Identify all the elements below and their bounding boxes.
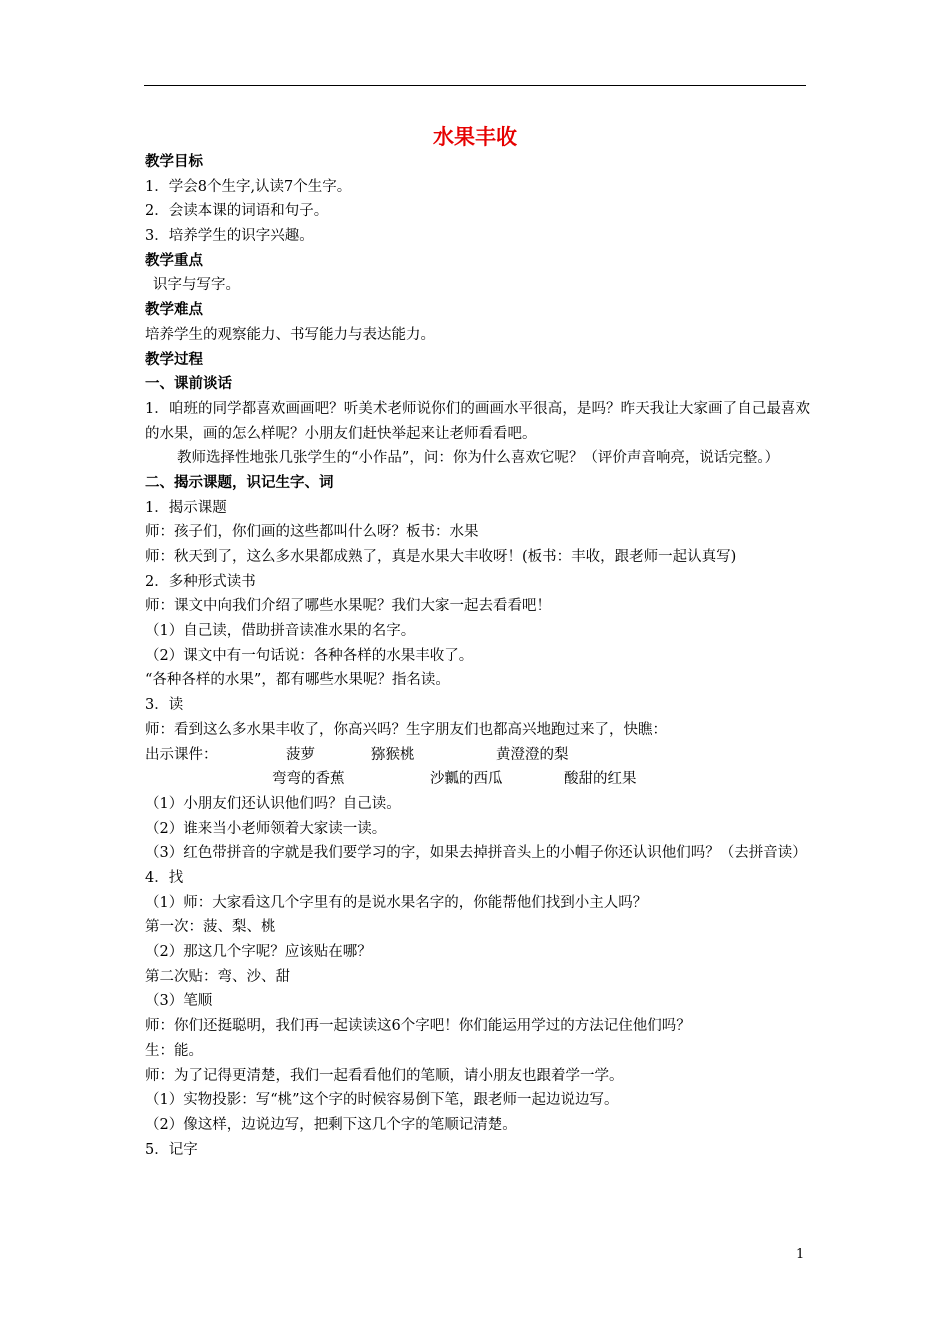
page-number: 1	[796, 1247, 805, 1262]
paragraph: （3）笔顺	[145, 993, 213, 1010]
paragraph: 师：看到这么多水果丰收了，你高兴吗？生字朋友们也都高兴地跑过来了，快瞧：	[145, 721, 667, 738]
heading-process: 教学过程	[145, 350, 203, 368]
paragraph: 教师选择性地张几张学生的“小作品”，问：你为什么喜欢它呢？（评价声音响亮，说话完整。）	[177, 450, 780, 467]
document-body	[145, 150, 810, 1162]
paragraph: 识字与写字。	[153, 277, 240, 294]
fruit-word: 弯弯的香蕉	[272, 771, 345, 788]
paragraph: （2）那这几个字呢？应该贴在哪？	[145, 944, 372, 961]
paragraph: 4．找	[145, 870, 184, 886]
paragraph: （1）自己读，借助拼音读准水果的名字。	[145, 623, 416, 640]
paragraph: 师：为了记得更清楚，我们一起看看他们的笔顺，请小朋友也跟着学一学。	[145, 1067, 624, 1084]
fruit-row-1	[145, 743, 810, 768]
paragraph: 师：课文中向我们介绍了哪些水果呢？我们大家一起去看看吧！	[145, 598, 551, 615]
fruit-word: 菠萝	[286, 746, 315, 763]
paragraph: （1）实物投影：写“桃”这个字的时候容易倒下笔，跟老师一起边说边写。	[145, 1092, 619, 1109]
heading-difficulties: 教学难点	[145, 301, 203, 319]
paragraph: 1．学会8个生字,认读7个生字。	[145, 178, 352, 195]
heading-key-points: 教学重点	[145, 251, 203, 269]
page-title: 水果丰收	[433, 124, 517, 149]
paragraph: 师：秋天到了，这么多水果都成熟了，真是水果大丰收呀！(板书：丰收，跟老师一起认真写)	[145, 549, 737, 566]
paragraph: （2）像这样，边说边写，把剩下这几个字的笔顺记清楚。	[145, 1116, 517, 1133]
paragraph: 3．培养学生的识字兴趣。	[145, 228, 314, 245]
paragraph: （1）师：大家看这几个字里有的是说水果名字的，你能帮他们找到小主人吗？	[145, 894, 648, 911]
fruit-word: 黄澄澄的梨	[496, 746, 569, 763]
fruit-row-2	[145, 767, 810, 792]
section-heading: 二、揭示课题，识记生字、词	[145, 473, 334, 491]
paragraph: 3．读	[145, 697, 184, 714]
section-heading: 一、课前谈话	[145, 375, 232, 393]
heading-objectives: 教学目标	[145, 153, 203, 170]
fruit-word: 酸甜的红果	[564, 771, 637, 788]
paragraph: （2）谁来当小老师领着大家读一读。	[145, 820, 387, 837]
paragraph: 培养学生的观察能力、书写能力与表达能力。	[145, 326, 435, 343]
paragraph: 第二次贴：弯、沙、甜	[145, 968, 290, 985]
paragraph: 2．会读本课的词语和句子。	[145, 203, 329, 220]
paragraph: （1）小朋友们还认识他们吗？自己读。	[145, 795, 401, 812]
paragraph: （2）课文中有一句话说：各种各样的水果丰收了。	[145, 647, 474, 664]
paragraph: “各种各样的水果”，都有哪些水果呢？指名读。	[145, 672, 450, 689]
paragraph: 1．咱班的同学都喜欢画画吧？听美术老师说你们的画画水平很高，是吗？昨天我让大家画了自己最喜欢的水果，画的怎么样呢？小朋友们赶快举起来让老师看看吧。	[145, 400, 810, 442]
paragraph: 师：孩子们，你们画的这些都叫什么呀？板书：水果	[145, 524, 479, 541]
fruit-word: 沙瓤的西瓜	[430, 771, 503, 788]
paragraph: 师：你们还挺聪明，我们再一起读读这6个字吧！你们能运用学过的方法记住他们吗？	[145, 1018, 691, 1035]
fruit-label: 出示课件：	[145, 746, 218, 763]
paragraph: 生：能。	[145, 1042, 203, 1059]
paragraph: 第一次：菠、梨、桃	[145, 919, 276, 936]
paragraph: 2．多种形式读书	[145, 573, 256, 590]
paragraph: 1．揭示课题	[145, 499, 227, 516]
paragraph: 5．记字	[145, 1141, 198, 1158]
header-rule	[144, 85, 806, 86]
paragraph: （3）红色带拼音的字就是我们要学习的字，如果去掉拼音头上的小帽子你还认识他们吗？（去拼音读）	[145, 845, 807, 862]
fruit-word: 猕猴桃	[371, 746, 415, 763]
